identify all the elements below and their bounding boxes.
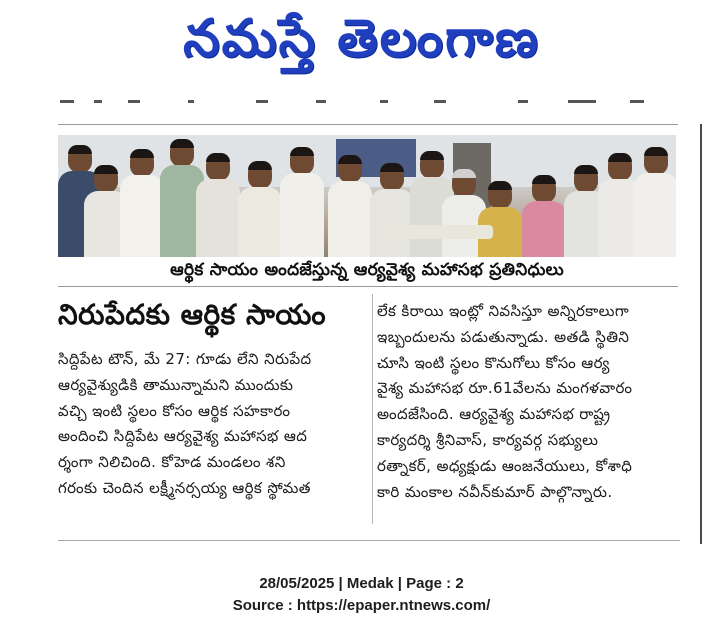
- news-photo: [58, 135, 676, 257]
- footer-date-line: 28/05/2025 | Medak | Page : 2: [259, 575, 464, 592]
- article-text-line: వైశ్య మహాసభ రూ.61వేలను మంగళవారం: [377, 379, 633, 398]
- article-text-line: అందజేసింది. ఆర్యవైశ్య మహాసభ రాష్ట్ర: [377, 405, 611, 424]
- article-column-1: [58, 347, 370, 502]
- article-text-line: ఆర్యవైశ్యుడికి తామున్నామని ముందుకు: [58, 375, 294, 394]
- bottom-rule: [58, 540, 680, 541]
- article-text-line: సిద్దిపేట టౌన్‌, మే 27: గూడు లేని నిరుపేద: [58, 350, 312, 368]
- cropped-text-strip: [58, 92, 680, 110]
- page-edge-bar: [700, 124, 702, 544]
- article-text-line: చూసి ఇంటి స్థలం కొనుగోలు కోసం ఆర్య: [377, 353, 610, 372]
- article-text-line: కారి మంకాల నవీన్‌కుమార్‌ పాల్గొన్నారు.: [377, 482, 613, 501]
- handover-gesture: [383, 225, 493, 239]
- article-text-line: ఇబ్బందులను పడుతున్నాడు. అతడి స్థితిని: [377, 327, 630, 346]
- column-divider: [372, 294, 373, 524]
- masthead: [0, 0, 723, 78]
- article-text-line: అందించి సిద్దిపేట ఆర్యవైశ్య మహాసభ ఆద: [58, 427, 308, 446]
- top-rule: [58, 124, 678, 125]
- article-headline: నిరుపేదకు ఆర్థిక సాయం: [58, 298, 327, 331]
- footer-source-line[interactable]: Source : https://epaper.ntnews.com/: [232, 597, 491, 614]
- article-text-line: ర్శంగా నిలిచింది. కోహెడ మండలం శని: [58, 453, 286, 472]
- article-text-line: లేక కిరాయి ఇంట్లో నివసిస్తూ అన్నిరకాలుగా: [377, 302, 630, 320]
- article-column-2: [377, 299, 679, 505]
- article-text-line: వచ్చి ఇంటి స్థలం కోసం ఆర్థిక సహకారం: [58, 401, 291, 420]
- article-text-line: రత్నాకర్‌, అధ్యక్షుడు ఆంజనేయులు, కోశాధి: [377, 456, 633, 475]
- photo-caption: ఆర్థిక సాయం అందజేస్తున్న ఆర్యవైశ్య మహాసభ ప్రతినిధులు: [170, 260, 564, 280]
- article-text-line: గరంకు చెందిన లక్ష్మీనర్సయ్య ఆర్థిక స్థోమత: [58, 478, 311, 497]
- article-text-line: కార్యదర్శి శ్రీనివాస్‌, కార్యవర్గ సభ్యులు: [377, 430, 599, 449]
- caption-rule: [58, 286, 678, 287]
- newspaper-logo: నమస్తే తెలంగాణ: [183, 9, 540, 69]
